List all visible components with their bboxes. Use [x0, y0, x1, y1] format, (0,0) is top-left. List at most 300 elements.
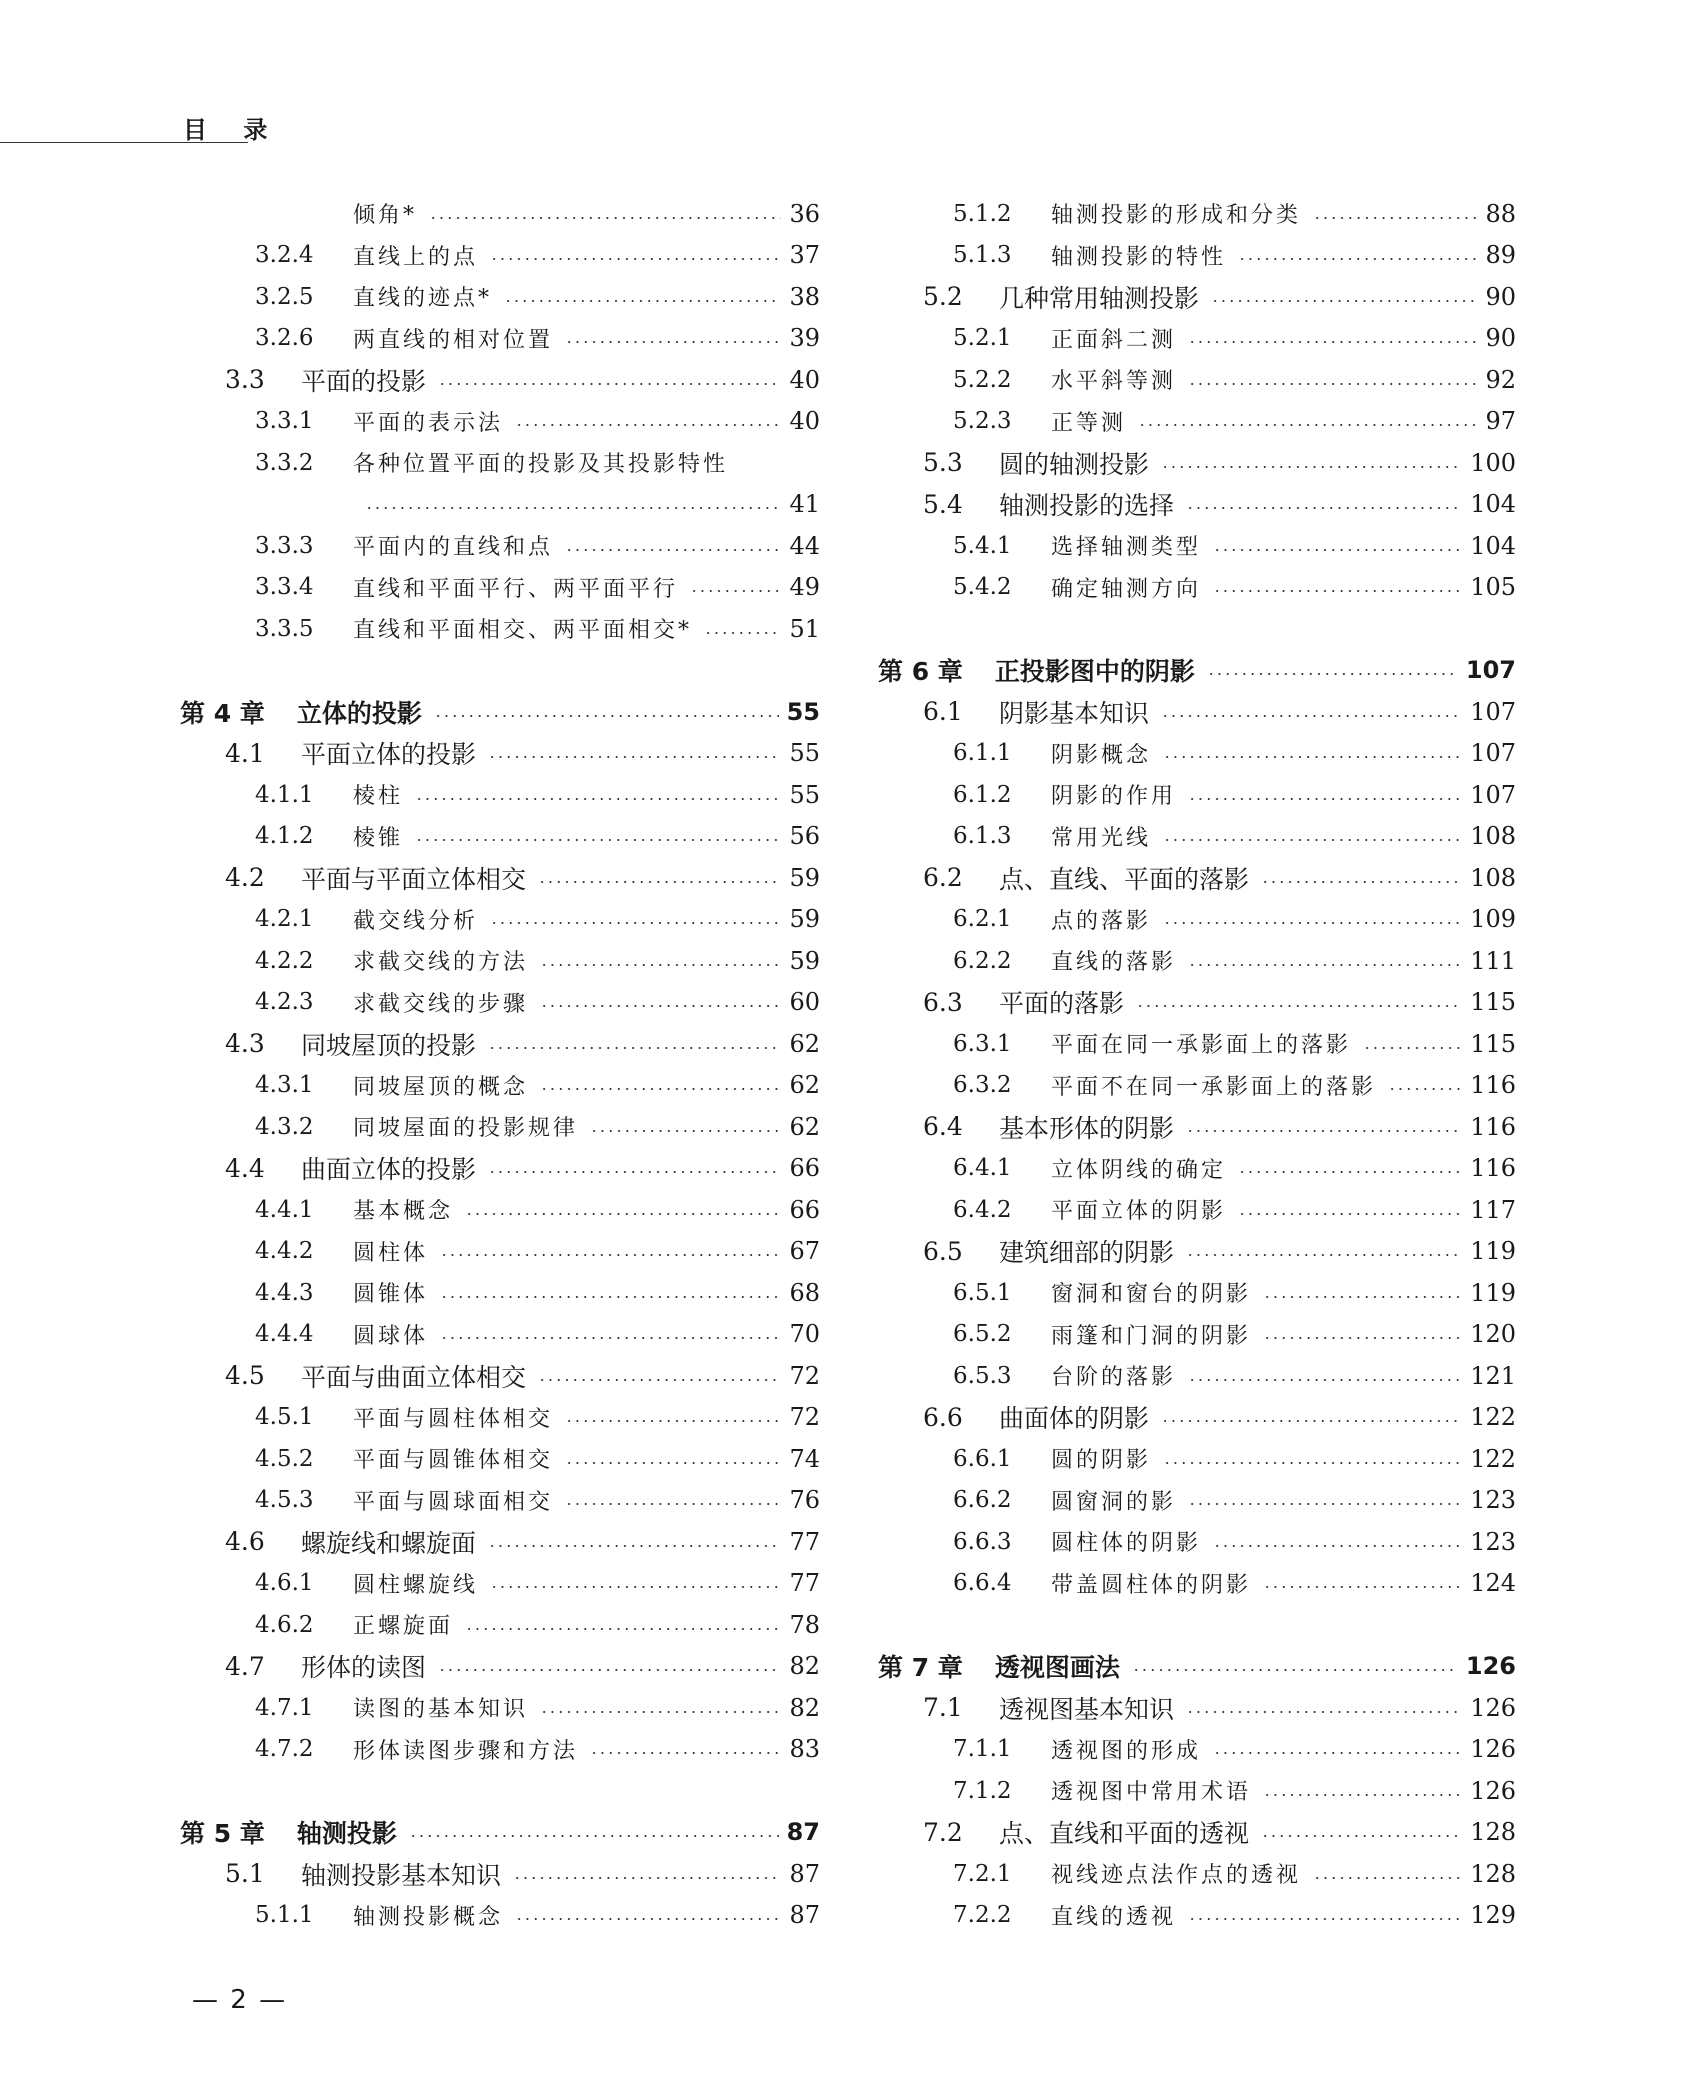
toc-entry-title: 各种位置平面的投影及其投影特性: [353, 452, 729, 478]
dot-leader: [490, 922, 781, 924]
dot-leader: [1263, 1296, 1462, 1298]
toc-subsection[interactable]: [878, 1272, 1516, 1314]
toc-subsection[interactable]: [878, 1355, 1516, 1397]
toc-entry-title: 点的落影: [1051, 908, 1152, 934]
toc-entry-page: 121: [1470, 1361, 1516, 1390]
toc-entry-title: 正面斜二测: [1051, 327, 1177, 353]
toc-entry-number: 6.1.2: [953, 781, 1012, 808]
dot-leader: [540, 964, 781, 966]
toc-entry-page: 115: [1470, 1029, 1516, 1058]
toc-subsection[interactable]: [180, 442, 820, 484]
dot-leader: [1132, 1669, 1458, 1671]
toc-section[interactable]: [180, 1023, 820, 1065]
toc-entry-page: 55: [789, 780, 820, 809]
toc-entry-title: 曲面体的阴影: [999, 1404, 1150, 1434]
toc-section[interactable]: [180, 1646, 820, 1688]
toc-entry-number: 4.1: [225, 738, 265, 768]
toc-entry-number: 7.1.1: [953, 1736, 1012, 1763]
toc-entry-page: 122: [1470, 1403, 1516, 1432]
toc-entry-title: 点、直线和平面的透视: [999, 1819, 1250, 1849]
dot-leader: [504, 300, 781, 302]
toc-entry-number: 5.2: [923, 282, 963, 312]
toc-subsection[interactable]: [180, 1438, 820, 1480]
dot-leader: [409, 1835, 779, 1837]
toc-subsection[interactable]: [878, 193, 1516, 235]
toc-subsection[interactable]: [878, 733, 1516, 775]
toc-entry-number: 4.6.2: [255, 1611, 314, 1638]
toc-section[interactable]: [878, 1687, 1516, 1729]
toc-subsection[interactable]: [180, 1604, 820, 1646]
toc-subsection[interactable]: [180, 1106, 820, 1148]
toc-entry-title: 平面与圆球面相交: [353, 1489, 554, 1515]
page-number: — 2 —: [192, 1985, 288, 2015]
toc-section[interactable]: [180, 1355, 820, 1397]
toc-entry-title: 阴影基本知识: [999, 698, 1150, 728]
toc-entry-title: 求截交线的步骤: [353, 991, 529, 1017]
toc-section[interactable]: [878, 1231, 1516, 1273]
toc-subsection[interactable]: [180, 193, 820, 235]
toc-entry-page: 108: [1470, 822, 1516, 851]
toc-entry-title: 阴影的作用: [1051, 784, 1177, 810]
toc-chapter[interactable]: [878, 1646, 1516, 1688]
toc-entry-title: 两直线的相对位置: [353, 327, 554, 353]
dot-leader: [1363, 1047, 1462, 1049]
toc-subsection[interactable]: [180, 276, 820, 318]
toc-entry-title: 轴测投影基本知识: [301, 1860, 502, 1890]
section-gap: [878, 608, 1516, 650]
toc-entry-number: 6.2.1: [953, 906, 1012, 933]
toc-subsection[interactable]: [878, 1770, 1516, 1812]
dot-leader: [515, 1918, 781, 1920]
dot-leader: [429, 217, 781, 219]
toc-entry-title: 轴测投影概念: [353, 1904, 504, 1930]
toc-subsection[interactable]: [878, 1314, 1516, 1356]
toc-right-column: [878, 193, 1516, 1936]
toc-entry-page: 62: [789, 1071, 820, 1100]
toc-entry-title: 棱锥: [353, 825, 404, 851]
toc-entry-number: 3.3.4: [255, 574, 314, 601]
toc-entry-number: 3.3.2: [255, 449, 314, 476]
toc-entry-number: 6.4: [923, 1112, 963, 1142]
toc-entry-title: 平面的落影: [999, 989, 1125, 1019]
toc-subsection[interactable]: [180, 982, 820, 1024]
toc-entry-page: 55: [789, 739, 820, 768]
toc-subsection[interactable]: [878, 1563, 1516, 1605]
toc-entry-title: 轴测投影的选择: [999, 491, 1175, 521]
dot-leader: [440, 1254, 781, 1256]
toc-entry-number: 5.1: [225, 1859, 265, 1889]
toc-entry-number: 4.7.1: [255, 1694, 314, 1721]
toc-entry-title: 形体读图步骤和方法: [353, 1738, 579, 1764]
toc-entry-title: 直线上的点: [353, 244, 479, 270]
dot-leader: [365, 507, 781, 509]
toc-entry-page: 82: [789, 1652, 820, 1681]
dot-leader: [1186, 1711, 1462, 1713]
toc-entry-number: 4.1.2: [255, 823, 314, 850]
toc-entry-number: 6.3.1: [953, 1030, 1012, 1057]
toc-subsection[interactable]: [180, 1189, 820, 1231]
toc-entry-title: 圆锥体: [353, 1282, 429, 1308]
dot-leader: [538, 881, 781, 883]
toc-entry-number: 5.4: [923, 489, 963, 519]
toc-entry-page: 82: [789, 1693, 820, 1722]
toc-section[interactable]: [180, 1853, 820, 1895]
toc-entry-number: 3.3.5: [255, 615, 314, 642]
toc-entry-number: 6.4.1: [953, 1155, 1012, 1182]
toc-subsection[interactable]: [180, 608, 820, 650]
toc-subsection[interactable]: [180, 1314, 820, 1356]
toc-entry-page: 126: [1470, 1776, 1516, 1805]
toc-subsection[interactable]: [878, 1189, 1516, 1231]
toc-subsection[interactable]: [878, 1521, 1516, 1563]
dot-leader: [1186, 507, 1462, 509]
toc-entry-page: 90: [1485, 324, 1516, 353]
toc-subsection[interactable]: [878, 816, 1516, 858]
toc-entry-title: 螺旋线和螺旋面: [301, 1528, 477, 1558]
toc-entry-number: 5.1.2: [953, 200, 1012, 227]
dot-leader: [438, 1669, 781, 1671]
toc-subsection[interactable]: [878, 940, 1516, 982]
toc-entry-title: 透视图画法: [994, 1653, 1120, 1683]
toc-entry-number: 6.5.3: [953, 1362, 1012, 1389]
toc-entry-number: 4.3.1: [255, 1072, 314, 1099]
toc-entry-title: 常用光线: [1051, 825, 1152, 851]
toc-entry-title: 窗洞和窗台的阴影: [1051, 1282, 1252, 1308]
toc-entry-number: 5.4.2: [953, 574, 1012, 601]
dot-leader: [1138, 424, 1477, 426]
dot-leader: [1188, 1918, 1462, 1920]
toc-subsection[interactable]: [180, 899, 820, 941]
toc-entry-page: 89: [1485, 241, 1516, 270]
dot-leader: [490, 258, 781, 260]
toc-section[interactable]: [878, 276, 1516, 318]
toc-entry-page: 87: [789, 1901, 820, 1930]
toc-section[interactable]: [878, 691, 1516, 733]
toc-subsection[interactable]: [878, 1148, 1516, 1190]
toc-entry-number: 5.2.3: [953, 408, 1012, 435]
toc-entry-page: 123: [1470, 1486, 1516, 1515]
toc-entry-title: 平面与平面立体相交: [301, 864, 527, 894]
dot-leader: [1261, 1835, 1462, 1837]
toc-subsection[interactable]: [878, 401, 1516, 443]
toc-subsection[interactable]: [180, 567, 820, 609]
toc-subsection[interactable]: [878, 567, 1516, 609]
toc-entry-page: 123: [1470, 1527, 1516, 1556]
toc-entry-page: 76: [789, 1486, 820, 1515]
toc-entry-number: 6.5: [923, 1236, 963, 1266]
toc-section[interactable]: [878, 1106, 1516, 1148]
toc-entry-number: 5.2.1: [953, 325, 1012, 352]
dot-leader: [440, 1337, 781, 1339]
toc-entry-page: 100: [1470, 448, 1516, 477]
toc-subsection[interactable]: [180, 816, 820, 858]
dot-leader: [1188, 798, 1462, 800]
toc-entry-title: 同坡屋顶的概念: [353, 1074, 529, 1100]
toc-subsection[interactable]: [878, 1065, 1516, 1107]
toc-entry-title: 视线迹点法作点的透视: [1051, 1863, 1302, 1889]
toc-subsection[interactable]: [180, 318, 820, 360]
dot-leader: [1211, 300, 1477, 302]
toc-subsection[interactable]: [180, 1480, 820, 1522]
dot-leader: [1163, 839, 1462, 841]
toc-entry-page: 40: [789, 365, 820, 394]
toc-subsection[interactable]: [878, 525, 1516, 567]
toc-entry-number: 第 6 章: [878, 657, 963, 687]
toc-entry-number: 3.3.3: [255, 532, 314, 559]
toc-subsection[interactable]: [878, 1895, 1516, 1937]
toc-entry-title: 求截交线的方法: [353, 950, 529, 976]
toc-entry-page: 122: [1470, 1444, 1516, 1473]
toc-subsection[interactable]: [878, 1729, 1516, 1771]
toc-entry-title: 平面与圆锥体相交: [353, 1448, 554, 1474]
toc-entry-page: 41: [789, 490, 820, 519]
toc-entry-page: 111: [1470, 946, 1516, 975]
toc-entry-title: 水平斜等测: [1051, 369, 1177, 395]
toc-subsection[interactable]: [180, 1687, 820, 1729]
toc-entry-page: 70: [789, 1320, 820, 1349]
toc-entry-number: 3.3: [225, 365, 265, 395]
toc-entry-page: 104: [1470, 490, 1516, 519]
toc-entry-page: 66: [789, 1154, 820, 1183]
toc-entry-page: 116: [1470, 1071, 1516, 1100]
toc-subsection[interactable]: [878, 318, 1516, 360]
dot-leader: [1161, 1420, 1462, 1422]
toc-subsection[interactable]: [180, 401, 820, 443]
dot-leader: [1163, 1462, 1462, 1464]
toc-entry-page: 59: [789, 863, 820, 892]
dot-leader: [590, 1130, 781, 1132]
toc-entry-page: 59: [789, 905, 820, 934]
header-rule: [0, 142, 248, 143]
toc-entry-page: 117: [1470, 1195, 1516, 1224]
dot-leader: [1313, 217, 1477, 219]
toc-entry-page: 119: [1470, 1237, 1516, 1266]
toc-entry-title: 圆柱体: [353, 1240, 429, 1266]
toc-entry-title: 台阶的落影: [1051, 1365, 1177, 1391]
toc-entry-page: 97: [1485, 407, 1516, 436]
toc-section[interactable]: [878, 1812, 1516, 1854]
toc-section[interactable]: [180, 359, 820, 401]
dot-leader: [1188, 341, 1477, 343]
toc-entry-page: 78: [789, 1610, 820, 1639]
toc-entry-title: 平面在同一承影面上的落影: [1051, 1033, 1352, 1059]
toc-subsection[interactable]: [180, 235, 820, 277]
toc-chapter[interactable]: [180, 691, 820, 733]
toc-entry-number: 3.2.6: [255, 325, 314, 352]
toc-entry-page: 62: [789, 1112, 820, 1141]
dot-leader: [1388, 1088, 1462, 1090]
toc-entry-number: 6.6.1: [953, 1445, 1012, 1472]
toc-entry-page: 72: [789, 1361, 820, 1390]
dot-leader: [565, 1420, 781, 1422]
toc-entry-page: 83: [789, 1735, 820, 1764]
toc-entry-page: 108: [1470, 863, 1516, 892]
toc-entry-number: 4.6.1: [255, 1570, 314, 1597]
toc-entry-number: 6.6: [923, 1402, 963, 1432]
dot-leader: [465, 1213, 781, 1215]
dot-leader: [1163, 756, 1462, 758]
dot-leader: [1238, 1171, 1462, 1173]
toc-subsection[interactable]: [180, 1729, 820, 1771]
dot-leader: [490, 1586, 781, 1588]
toc-entry-number: 4.1.1: [255, 781, 314, 808]
toc-entry-page: 38: [789, 282, 820, 311]
toc-entry-number: 4.2.3: [255, 989, 314, 1016]
toc-entry-title: 平面的表示法: [353, 410, 504, 436]
toc-subsection[interactable]: [180, 1231, 820, 1273]
dot-leader: [1213, 1752, 1462, 1754]
dot-leader: [565, 1503, 781, 1505]
toc-entry-number: 4.6: [225, 1527, 265, 1557]
toc-entry-number: 4.4.4: [255, 1321, 314, 1348]
toc-entry-title: 确定轴测方向: [1051, 576, 1202, 602]
dot-leader: [1186, 1254, 1462, 1256]
toc-entry-number: 6.2.2: [953, 947, 1012, 974]
toc-chapter[interactable]: [180, 1812, 820, 1854]
dot-leader: [465, 1628, 781, 1630]
dot-leader: [488, 1545, 781, 1547]
toc-entry-number: 6.3: [923, 987, 963, 1017]
toc-entry-number: 4.4.2: [255, 1238, 314, 1265]
toc-entry-page: 68: [789, 1278, 820, 1307]
toc-subsection[interactable]: [180, 1065, 820, 1107]
toc-entry-title: 几种常用轴测投影: [999, 283, 1200, 313]
dot-leader: [538, 1379, 781, 1381]
toc-entry-title: 直线和平面平行、两平面平行: [353, 576, 679, 602]
toc-subsection[interactable]: [878, 1853, 1516, 1895]
toc-entry-title: 同坡屋面的投影规律: [353, 1116, 579, 1142]
toc-entry-number: 3.3.1: [255, 408, 314, 435]
toc-entry-number: 5.4.1: [953, 532, 1012, 559]
toc-section[interactable]: [180, 1521, 820, 1563]
dot-leader: [434, 715, 779, 717]
toc-entry-number: 第 4 章: [180, 698, 265, 728]
toc-entry-page: 105: [1470, 573, 1516, 602]
toc-entry-page: 36: [789, 199, 820, 228]
dot-leader: [488, 756, 781, 758]
toc-entry-page: 116: [1470, 1154, 1516, 1183]
dot-leader: [415, 798, 781, 800]
toc-subsection[interactable]: [180, 940, 820, 982]
toc-entry-title: 正等测: [1051, 410, 1127, 436]
toc-subsection[interactable]: [180, 1563, 820, 1605]
section-gap: [180, 1770, 820, 1812]
toc-subsection[interactable]: [180, 484, 820, 526]
toc-entry-title: 直线和平面相交、两平面相交*: [353, 618, 693, 644]
toc-entry-title: 带盖圆柱体的阴影: [1051, 1572, 1252, 1598]
toc-subsection[interactable]: [878, 235, 1516, 277]
toc-subsection[interactable]: [878, 1023, 1516, 1065]
toc-entry-title: 立体的投影: [296, 698, 422, 728]
toc-subsection[interactable]: [180, 774, 820, 816]
dot-leader: [540, 1005, 781, 1007]
toc-entry-number: 5.3: [923, 448, 963, 478]
toc-entry-title: 选择轴测类型: [1051, 535, 1202, 561]
toc-entry-page: 87: [786, 1818, 820, 1847]
toc-section[interactable]: [878, 442, 1516, 484]
toc-section[interactable]: [180, 733, 820, 775]
toc-subsection[interactable]: [180, 1272, 820, 1314]
toc-subsection[interactable]: [878, 359, 1516, 401]
toc-entry-title: 阴影概念: [1051, 742, 1152, 768]
toc-chapter[interactable]: [878, 650, 1516, 692]
toc-entry-page: 128: [1470, 1818, 1516, 1847]
toc-entry-title: 点、直线、平面的落影: [999, 864, 1250, 894]
toc-entry-title: 棱柱: [353, 784, 404, 810]
toc-entry-page: 109: [1470, 905, 1516, 934]
toc-entry-page: 72: [789, 1403, 820, 1432]
toc-entry-number: 6.6.3: [953, 1528, 1012, 1555]
dot-leader: [1213, 1545, 1462, 1547]
dot-leader: [515, 424, 781, 426]
toc-entry-page: 116: [1470, 1112, 1516, 1141]
toc-entry-page: 120: [1470, 1320, 1516, 1349]
toc-entry-number: 6.6.2: [953, 1487, 1012, 1514]
toc-section[interactable]: [878, 857, 1516, 899]
toc-entry-number: 4.4.3: [255, 1279, 314, 1306]
running-header: 目 录: [183, 116, 282, 144]
toc-entry-page: 44: [789, 531, 820, 560]
dot-leader: [1238, 258, 1477, 260]
toc-entry-number: 4.4: [225, 1153, 265, 1183]
toc-section[interactable]: [878, 1397, 1516, 1439]
toc-entry-number: 4.5.2: [255, 1445, 314, 1472]
toc-subsection[interactable]: [180, 1895, 820, 1937]
toc-entry-page: 107: [1465, 656, 1516, 685]
toc-subsection[interactable]: [180, 525, 820, 567]
dot-leader: [440, 1296, 781, 1298]
dot-leader: [415, 839, 781, 841]
toc-entry-number: 4.2: [225, 863, 265, 893]
dot-leader: [438, 383, 781, 385]
dot-leader: [590, 1752, 781, 1754]
dot-leader: [540, 1088, 781, 1090]
dot-leader: [1161, 466, 1462, 468]
toc-entry-title: 平面与圆柱体相交: [353, 1406, 554, 1432]
toc-entry-title: 透视图基本知识: [999, 1694, 1175, 1724]
dot-leader: [1161, 715, 1462, 717]
toc-section[interactable]: [180, 857, 820, 899]
toc-entry-title: 圆窗洞的影: [1051, 1489, 1177, 1515]
toc-entry-title: 曲面立体的投影: [301, 1155, 477, 1185]
section-gap: [878, 1604, 1516, 1646]
toc-entry-title: 直线的落影: [1051, 950, 1177, 976]
toc-entry-page: 126: [1470, 1735, 1516, 1764]
toc-entry-title: 圆球体: [353, 1323, 429, 1349]
toc-entry-page: 77: [789, 1527, 820, 1556]
toc-subsection[interactable]: [878, 774, 1516, 816]
toc-entry-page: 107: [1470, 739, 1516, 768]
dot-leader: [690, 590, 781, 592]
dot-leader: [1188, 1379, 1462, 1381]
toc-entry-number: 7.2.2: [953, 1902, 1012, 1929]
toc-entry-number: 第 7 章: [878, 1653, 963, 1683]
toc-section[interactable]: [878, 982, 1516, 1024]
toc-entry-number: 4.2.1: [255, 906, 314, 933]
toc-section[interactable]: [180, 1148, 820, 1190]
toc-entry-number: 6.2: [923, 863, 963, 893]
toc-entry-title: 轴测投影: [296, 1819, 397, 1849]
toc-subsection[interactable]: [878, 899, 1516, 941]
toc-section[interactable]: [878, 484, 1516, 526]
toc-entry-title: 平面不在同一承影面上的落影: [1051, 1074, 1377, 1100]
toc-subsection[interactable]: [878, 1438, 1516, 1480]
toc-subsection[interactable]: [878, 1480, 1516, 1522]
toc-entry-title: 同坡屋顶的投影: [301, 1030, 477, 1060]
toc-entry-title: 轴测投影的形成和分类: [1051, 203, 1302, 229]
section-gap: [180, 650, 820, 692]
toc-subsection[interactable]: [180, 1397, 820, 1439]
